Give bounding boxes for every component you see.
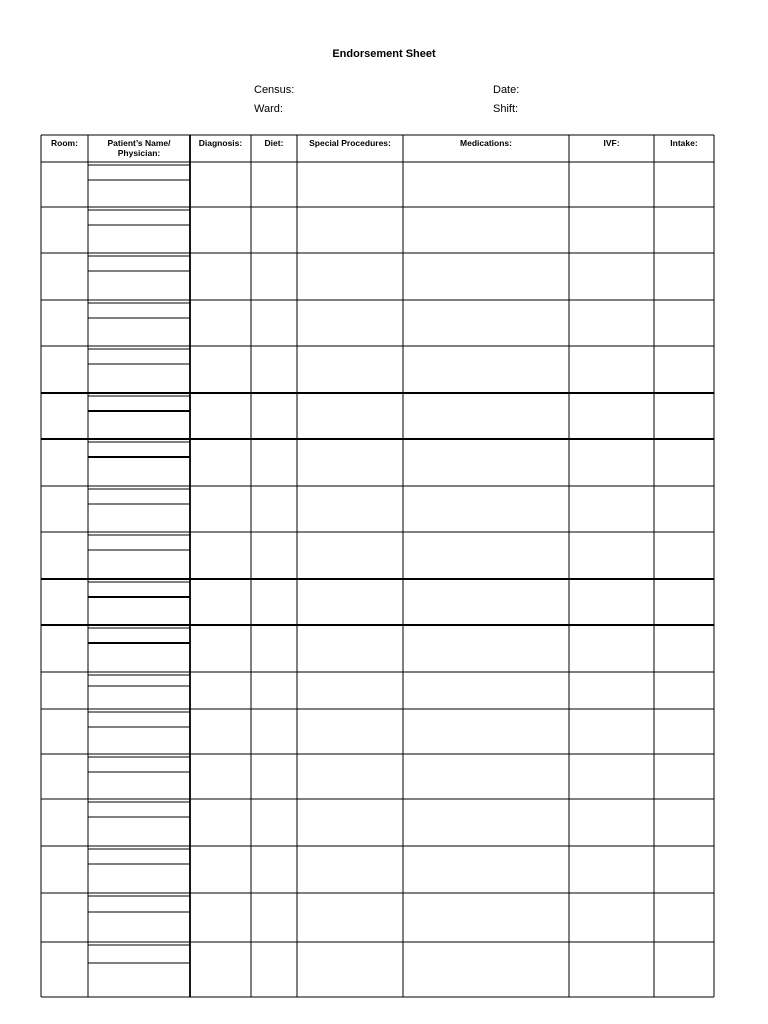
ward-label: Ward: [254,103,283,115]
column-header-diagnosis: Diagnosis: [198,138,243,148]
shift-label: Shift: [493,103,519,115]
column-header-ivf: IVF: [603,138,620,148]
column-header-intake: Intake: [670,138,698,148]
column-header-special-procedures: Special Procedures: [309,138,391,148]
column-header-patient-physician: Patient’s Name/ Physician: [107,138,171,158]
page-title: Endorsement Sheet [332,48,436,60]
column-header-medications: Medications: [460,138,512,148]
column-header-room: Room: [51,138,78,148]
date-label: Date: [493,84,520,96]
census-label: Census: [254,84,295,96]
column-header-diet: Diet: [264,138,284,148]
